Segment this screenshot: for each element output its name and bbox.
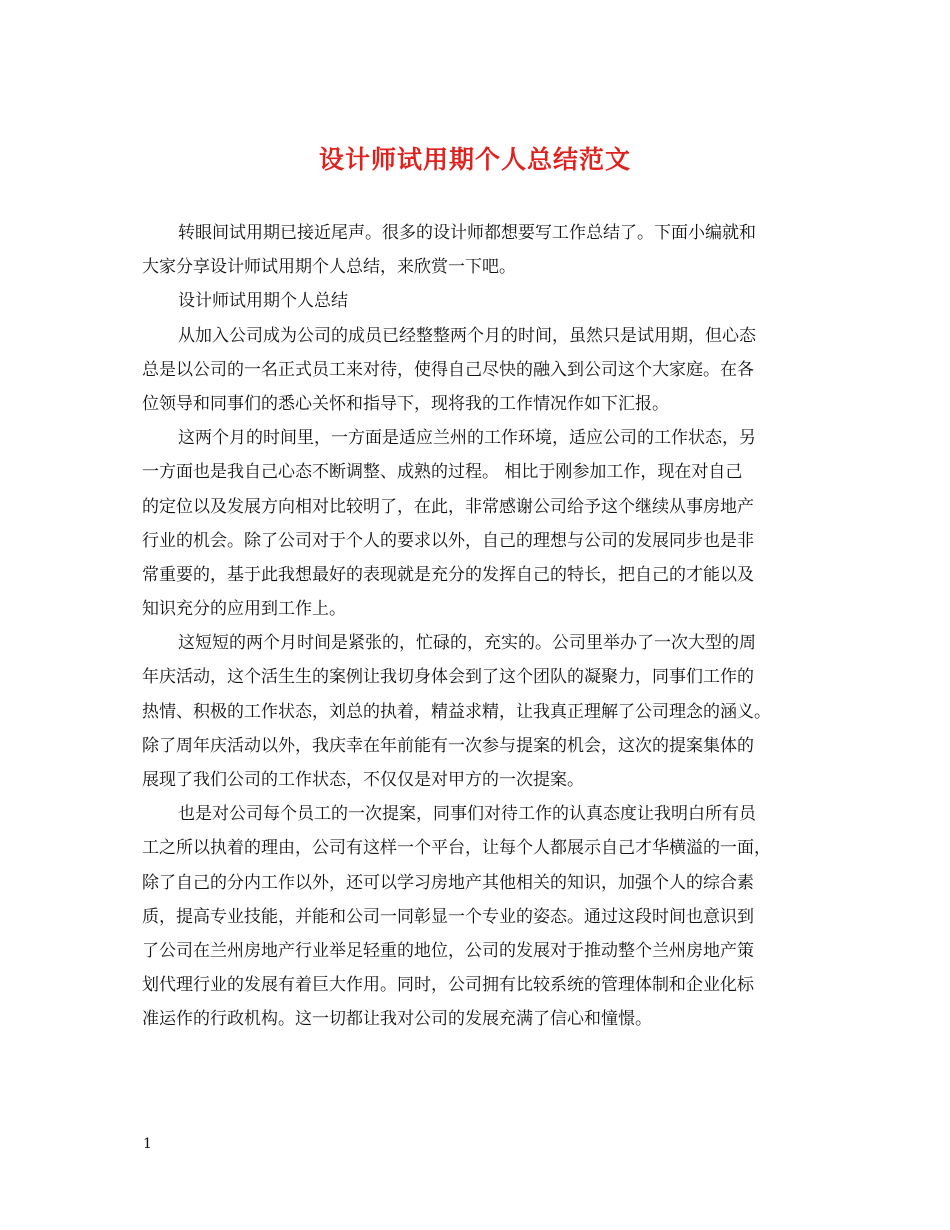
section-heading: 设计师试用期个人总结 [178,291,348,312]
body-line: 位领导和同事们的悉心关怀和指导下，现将我的工作情况作如下汇报。 [142,393,669,414]
body-line: 除了周年庆活动以外，我庆幸在年前能有一次参与提案的机会，这次的提案集体的 [142,735,754,756]
body-line: 年庆活动，这个活生生的案例让我切身体会到了这个团队的凝聚力，同事们工作的 [142,667,754,688]
body-line: 这两个月的时间里，一方面是适应兰州的工作环境，适应公司的工作状态，另 [178,428,756,449]
body-line: 准运作的行政机构。这一切都让我对公司的发展充满了信心和憧憬。 [142,1009,652,1030]
body-line: 也是对公司每个员工的一次提案，同事们对待工作的认真态度让我明白所有员 [178,804,756,825]
body-line: 质，提高专业技能，并能和公司一同彰显一个专业的姿态。通过这段时间也意识到 [142,906,754,927]
body-line: 工之所以执着的理由，公司有这样一个平台，让每个人都展示自己才华横溢的一面， [142,838,771,859]
body-line: 转眼间试用期已接近尾声。很多的设计师都想要写工作总结了。下面小编就和 [178,223,756,243]
body-line: 常重要的，基于此我想最好的表现就是充分的发挥自己的特长，把自己的才能以及 [142,564,754,585]
body-line: 一方面也是我自己心态不断调整、成熟的过程。 相比于刚参加工作，现在对自己 [142,462,743,483]
body-line: 划代理行业的发展有着巨大作用。同时，公司拥有比较系统的管理体制和企业化标 [142,975,754,996]
body-line: 热情、积极的工作状态，刘总的执着，精益求精，让我真正理解了公司理念的涵义。 [142,701,771,722]
body-line: 大家分享设计师试用期个人总结，来欣赏一下吧。 [142,257,516,278]
body-line: 总是以公司的一名正式员工来对待，使得自己尽快的融入到公司这个大家庭。在各 [142,359,754,380]
body-line: 知识充分的应用到工作上。 [142,599,346,620]
page-number: 1 [143,1136,152,1152]
body-line: 这短短的两个月时间是紧张的，忙碌的，充实的。公司里举办了一次大型的周 [178,633,756,654]
body-line: 的定位以及发展方向相对比较明了，在此，非常感谢公司给予这个继续从事房地产 [142,496,754,517]
document-body [142,216,832,1037]
body-line: 除了自己的分内工作以外，还可以学习房地产其他相关的知识，加强个人的综合素 [142,872,754,893]
body-line: 从加入公司成为公司的成员已经整整两个月的时间，虽然只是试用期，但心态 [178,325,756,346]
body-line: 行业的机会。除了公司对于个人的要求以外，自己的理想与公司的发展同步也是非 [142,530,754,551]
document-title: 设计师试用期个人总结范文 [318,145,631,174]
body-line: 了公司在兰州房地产行业举足轻重的地位，公司的发展对于推动整个兰州房地产策 [142,940,754,961]
body-line: 展现了我们公司的工作状态，不仅仅是对甲方的一次提案。 [142,770,584,790]
